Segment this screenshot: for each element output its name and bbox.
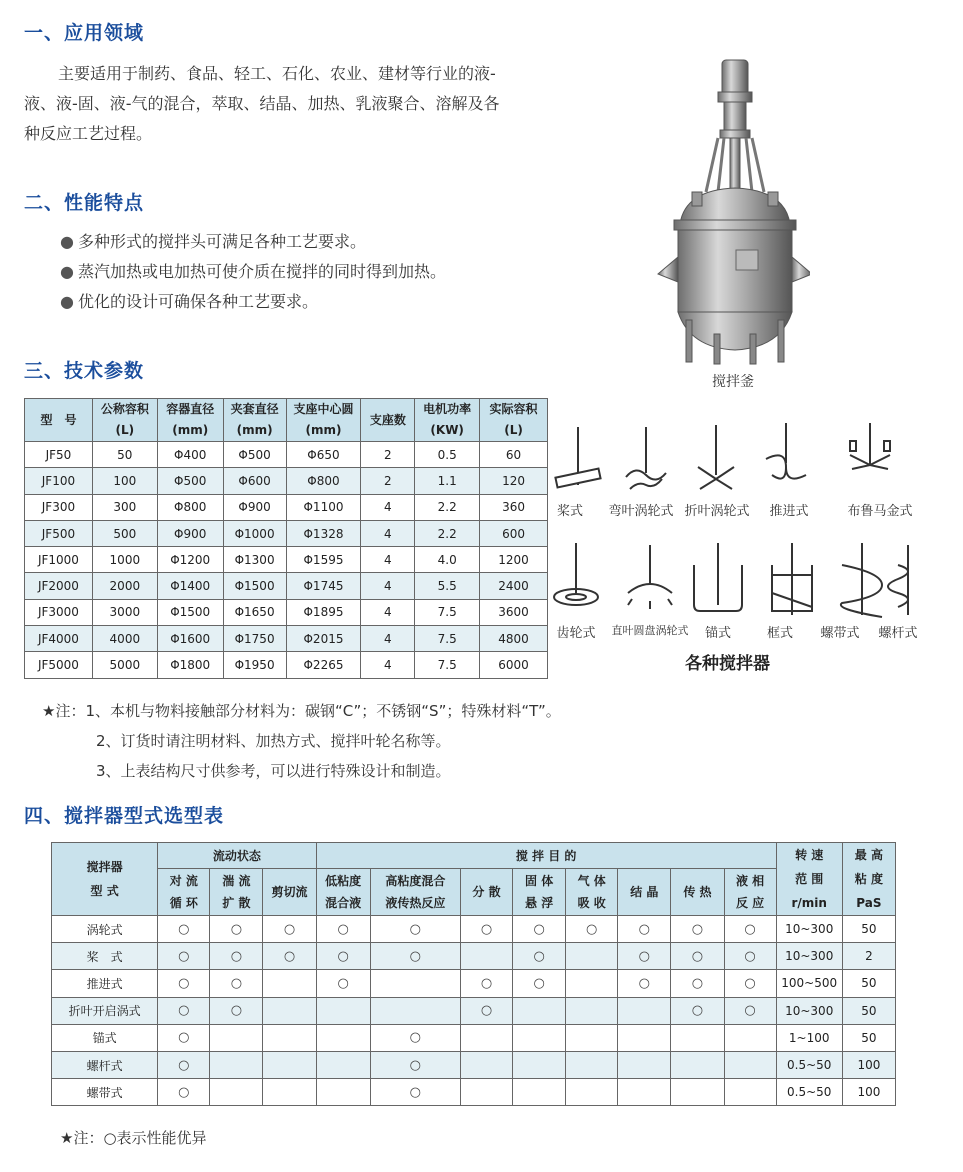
table-cell: 100 [92, 468, 157, 494]
header-cell: 结 晶 [618, 869, 671, 916]
feature-item: ● 蒸汽加热或电加热可使介质在搅拌的同时得到加热。 [60, 262, 446, 281]
brumagin-icon [850, 423, 890, 469]
table-cell: 7.5 [415, 626, 480, 652]
mark-cell [263, 1051, 316, 1078]
reactor-caption: 搅拌釜 [712, 374, 754, 390]
table-cell: Φ600 [223, 468, 286, 494]
agitator-label: 推进式 [769, 504, 809, 519]
table-row [52, 1051, 896, 1078]
mark-cell [671, 1079, 724, 1106]
section-title-features: 二、性能特点 [24, 192, 145, 214]
header-cell: 搅拌器 型 式 [52, 843, 158, 916]
mark-cell [566, 943, 618, 970]
table-cell: 1000 [92, 547, 157, 573]
application-line: 主要适用于制药、食品、轻工、石化、农业、建材等行业的液- [58, 64, 496, 83]
agitator-type-cell: 折叶开启涡式 [52, 997, 158, 1024]
mark-cell [210, 1051, 263, 1078]
mark-cell [263, 1079, 316, 1106]
agitator-label: 锚式 [704, 626, 731, 641]
frame-agitator-icon [772, 543, 812, 615]
table-cell: JF5000 [25, 652, 93, 678]
agitator-label: 框式 [766, 626, 793, 641]
header-cell: 高粘度混合 液传热反应 [370, 869, 460, 916]
mark-cell: ○ [370, 916, 460, 943]
agitator-type-cell: 锚式 [52, 1024, 158, 1051]
viscosity-cell: 50 [842, 1024, 895, 1051]
mark-cell: ○ [263, 916, 316, 943]
header-cell: 实际容积 (L) [480, 399, 548, 442]
header-cell: 固 体 悬 浮 [513, 869, 566, 916]
table-cell: 4 [361, 652, 415, 678]
header-cell: 公称容积 (L) [92, 399, 157, 442]
table-cell: Φ1300 [223, 547, 286, 573]
mark-cell: ○ [513, 943, 566, 970]
application-line: 液、液-固、液-气的混合，萃取、结晶、加热、乳液聚合、溶解及各 [24, 94, 500, 113]
header-cell: 低粘度 混合液 [316, 869, 370, 916]
mark-cell: ○ [158, 970, 210, 997]
mark-cell [566, 1079, 618, 1106]
table-cell: 5000 [92, 652, 157, 678]
speed-cell: 0.5~50 [776, 1079, 842, 1106]
table-cell: 4.0 [415, 547, 480, 573]
table-cell: 4 [361, 520, 415, 546]
mark-cell: ○ [210, 943, 263, 970]
agitator-label: 齿轮式 [556, 626, 596, 641]
header-cell: 支座数 [361, 399, 415, 442]
table-row [52, 1079, 896, 1106]
features-list [60, 227, 580, 317]
anchor-agitator-icon [694, 543, 742, 611]
mark-cell: ○ [513, 916, 566, 943]
table-row [25, 599, 548, 625]
table-cell: 500 [92, 520, 157, 546]
bullet-icon: ● [60, 262, 74, 281]
mark-cell: ○ [370, 943, 460, 970]
table-cell: Φ1745 [286, 573, 361, 599]
mark-cell [618, 997, 671, 1024]
viscosity-cell: 100 [842, 1051, 895, 1078]
mark-cell [460, 1079, 512, 1106]
table-row [52, 997, 896, 1024]
table-cell: Φ500 [157, 468, 223, 494]
header-cell: 型 号 [25, 399, 93, 442]
speed-cell: 0.5~50 [776, 1051, 842, 1078]
table-cell: 3600 [480, 599, 548, 625]
mark-cell: ○ [724, 970, 776, 997]
speed-cell: 10~300 [776, 997, 842, 1024]
spec-note-3: 3、上表结构尺寸供参考，可以进行特殊设计和制造。 [96, 762, 451, 780]
table-cell: 360 [480, 494, 548, 520]
mark-cell [513, 1051, 566, 1078]
table-cell: 1200 [480, 547, 548, 573]
mark-cell [210, 1079, 263, 1106]
header-cell: 传 热 [671, 869, 724, 916]
mark-cell [618, 1079, 671, 1106]
mark-cell: ○ [671, 943, 724, 970]
mark-cell: ○ [671, 916, 724, 943]
mark-cell [460, 943, 512, 970]
agitator-label: 螺带式 [820, 626, 860, 641]
table-cell: Φ1400 [157, 573, 223, 599]
selection-subheader-row [52, 869, 896, 916]
agitator-type-cell: 推进式 [52, 970, 158, 997]
mark-cell: ○ [724, 943, 776, 970]
mark-cell: ○ [210, 970, 263, 997]
application-line: 种反应工艺过程。 [24, 124, 153, 143]
table-cell: 7.5 [415, 652, 480, 678]
table-cell: Φ1895 [286, 599, 361, 625]
agitator-label: 直叶圆盘涡轮式 [611, 624, 689, 637]
header-cell: 液 相 反 应 [724, 869, 776, 916]
mark-cell [370, 970, 460, 997]
mark-cell [316, 1051, 370, 1078]
table-row [25, 626, 548, 652]
mark-cell [566, 1024, 618, 1051]
table-cell: Φ800 [157, 494, 223, 520]
table-cell: JF4000 [25, 626, 93, 652]
mark-cell: ○ [316, 970, 370, 997]
mark-cell: ○ [370, 1024, 460, 1051]
table-cell: JF300 [25, 494, 93, 520]
spec-table [24, 398, 548, 679]
table-cell: 50 [92, 442, 157, 468]
table-cell: 7.5 [415, 599, 480, 625]
agitators-caption: 各种搅拌器 [685, 654, 770, 674]
mark-cell: ○ [263, 943, 316, 970]
mark-cell: ○ [158, 997, 210, 1024]
header-cell: 湍 流 扩 散 [210, 869, 263, 916]
table-cell: Φ1800 [157, 652, 223, 678]
table-cell: 6000 [480, 652, 548, 678]
mark-cell: ○ [210, 916, 263, 943]
header-cell: 气 体 吸 收 [566, 869, 618, 916]
agitator-label: 桨式 [556, 504, 583, 519]
table-row [52, 970, 896, 997]
mark-cell: ○ [460, 997, 512, 1024]
agitator-type-cell: 螺杆式 [52, 1051, 158, 1078]
selection-table [51, 842, 896, 1106]
table-cell: Φ900 [157, 520, 223, 546]
bullet-icon: ● [60, 292, 74, 311]
mark-cell [566, 997, 618, 1024]
mark-cell [513, 1079, 566, 1106]
table-cell: 0.5 [415, 442, 480, 468]
header-cell: 转 速 范 围 r/min [776, 843, 842, 916]
table-cell: 4 [361, 573, 415, 599]
mark-cell [210, 1024, 263, 1051]
mark-cell: ○ [158, 943, 210, 970]
table-cell: Φ900 [223, 494, 286, 520]
agitator-type-cell: 桨 式 [52, 943, 158, 970]
mark-cell [263, 970, 316, 997]
mark-cell [618, 1024, 671, 1051]
reactor-image [650, 52, 810, 372]
agitator-label: 折叶涡轮式 [684, 504, 750, 519]
section-title-application: 一、应用领域 [24, 22, 145, 44]
mark-cell: ○ [460, 916, 512, 943]
table-cell: 4800 [480, 626, 548, 652]
table-cell: 600 [480, 520, 548, 546]
header-cell: 容器直径 (mm) [157, 399, 223, 442]
mark-cell: ○ [370, 1079, 460, 1106]
table-row [25, 573, 548, 599]
header-cell: 电机功率 (KW) [415, 399, 480, 442]
table-cell: 120 [480, 468, 548, 494]
propeller-icon [766, 423, 806, 479]
table-cell: Φ400 [157, 442, 223, 468]
table-row [25, 442, 548, 468]
table-row [52, 1024, 896, 1051]
mark-cell [618, 1051, 671, 1078]
header-cell: 搅 拌 目 的 [316, 843, 776, 869]
mark-cell: ○ [158, 1079, 210, 1106]
table-cell: 4 [361, 599, 415, 625]
section-title-selection: 四、搅拌器型式选型表 [24, 805, 225, 827]
header-cell: 最 高 粘 度 PaS [842, 843, 895, 916]
table-cell: 300 [92, 494, 157, 520]
feature-item: ● 多种形式的搅拌头可满足各种工艺要求。 [60, 232, 366, 251]
mark-cell [724, 1051, 776, 1078]
speed-cell: 10~300 [776, 943, 842, 970]
mark-cell [263, 997, 316, 1024]
speed-cell: 10~300 [776, 916, 842, 943]
disc-turbine-icon [628, 545, 672, 609]
table-cell: Φ800 [286, 468, 361, 494]
feature-item: ● 优化的设计可确保各种工艺要求。 [60, 292, 318, 311]
table-row [25, 547, 548, 573]
table-cell: Φ1328 [286, 520, 361, 546]
table-cell: 1.1 [415, 468, 480, 494]
table-cell: 2.2 [415, 494, 480, 520]
agitator-labels-row2 [550, 622, 930, 652]
selection-note: ★注：○表示性能优异 [60, 1129, 207, 1147]
mark-cell [316, 1079, 370, 1106]
viscosity-cell: 50 [842, 970, 895, 997]
mark-cell: ○ [513, 970, 566, 997]
agitator-type-cell: 涡轮式 [52, 916, 158, 943]
mark-cell: ○ [460, 970, 512, 997]
table-row [52, 943, 896, 970]
table-cell: JF1000 [25, 547, 93, 573]
section-title-specs: 三、技术参数 [24, 360, 145, 382]
table-row [25, 468, 548, 494]
table-cell: Φ1000 [223, 520, 286, 546]
mark-cell [460, 1051, 512, 1078]
curved-turbine-icon [626, 427, 666, 489]
speed-cell: 1~100 [776, 1024, 842, 1051]
mark-cell: ○ [671, 997, 724, 1024]
ribbon-agitator-icon [841, 543, 882, 617]
mark-cell: ○ [566, 916, 618, 943]
table-cell: Φ2265 [286, 652, 361, 678]
table-row [25, 520, 548, 546]
mark-cell [566, 970, 618, 997]
header-cell: 支座中心圆 (mm) [286, 399, 361, 442]
mark-cell [724, 1079, 776, 1106]
mark-cell: ○ [671, 970, 724, 997]
agitator-type-cell: 螺带式 [52, 1079, 158, 1106]
gear-agitator-icon [554, 543, 598, 605]
table-cell: 2 [361, 442, 415, 468]
mark-cell: ○ [158, 916, 210, 943]
table-cell: Φ650 [286, 442, 361, 468]
table-cell: 3000 [92, 599, 157, 625]
header-cell: 对 流 循 环 [158, 869, 210, 916]
mark-cell: ○ [724, 916, 776, 943]
table-cell: 2 [361, 468, 415, 494]
mark-cell [370, 997, 460, 1024]
mark-cell: ○ [618, 970, 671, 997]
table-cell: Φ1500 [157, 599, 223, 625]
table-cell: JF100 [25, 468, 93, 494]
mark-cell: ○ [618, 943, 671, 970]
mark-cell: ○ [724, 997, 776, 1024]
header-cell: 剪切流 [263, 869, 316, 916]
table-cell: 4 [361, 547, 415, 573]
table-row [25, 494, 548, 520]
mark-cell: ○ [370, 1051, 460, 1078]
table-cell: Φ2015 [286, 626, 361, 652]
mark-cell [671, 1024, 724, 1051]
table-cell: 2400 [480, 573, 548, 599]
viscosity-cell: 50 [842, 916, 895, 943]
table-row [52, 916, 896, 943]
table-cell: Φ1500 [223, 573, 286, 599]
header-cell: 夹套直径 (mm) [223, 399, 286, 442]
selection-header-row [52, 843, 896, 869]
table-cell: Φ500 [223, 442, 286, 468]
table-cell: 60 [480, 442, 548, 468]
agitator-labels-row1 [550, 500, 930, 530]
table-cell: 2000 [92, 573, 157, 599]
mark-cell: ○ [618, 916, 671, 943]
mark-cell [671, 1051, 724, 1078]
table-row [25, 652, 548, 678]
application-text [24, 59, 564, 149]
mark-cell: ○ [158, 1024, 210, 1051]
spec-note-1: ★注：1、本机与物料接触部分材料为：碳钢“C”；不锈钢“S”；特殊材料“T”。 [42, 702, 561, 720]
header-cell: 流动状态 [158, 843, 316, 869]
mark-cell [316, 997, 370, 1024]
spec-header-row [25, 399, 548, 442]
table-cell: Φ1100 [286, 494, 361, 520]
table-cell: 4000 [92, 626, 157, 652]
agitator-label: 布鲁马金式 [847, 504, 913, 519]
mark-cell: ○ [158, 1051, 210, 1078]
table-cell: JF3000 [25, 599, 93, 625]
agitator-label: 螺杆式 [878, 626, 918, 641]
viscosity-cell: 100 [842, 1079, 895, 1106]
speed-cell: 100~500 [776, 970, 842, 997]
table-cell: Φ1595 [286, 547, 361, 573]
table-cell: 2.2 [415, 520, 480, 546]
table-cell: 4 [361, 626, 415, 652]
table-cell: Φ1750 [223, 626, 286, 652]
table-cell: JF50 [25, 442, 93, 468]
agitator-label: 弯叶涡轮式 [608, 504, 674, 519]
table-cell: Φ1950 [223, 652, 286, 678]
viscosity-cell: 2 [842, 943, 895, 970]
bullet-icon: ● [60, 232, 74, 251]
screw-agitator-icon [888, 545, 908, 615]
paddle-agitator-icon [555, 427, 600, 487]
mark-cell [513, 997, 566, 1024]
mark-cell [566, 1051, 618, 1078]
table-cell: 4 [361, 494, 415, 520]
table-cell: 5.5 [415, 573, 480, 599]
table-cell: JF2000 [25, 573, 93, 599]
mark-cell: ○ [316, 943, 370, 970]
pitched-turbine-icon [698, 425, 734, 489]
mark-cell: ○ [210, 997, 263, 1024]
mark-cell [724, 1024, 776, 1051]
table-cell: Φ1200 [157, 547, 223, 573]
table-cell: Φ1600 [157, 626, 223, 652]
mark-cell [316, 1024, 370, 1051]
mark-cell [263, 1024, 316, 1051]
mark-cell [460, 1024, 512, 1051]
mark-cell [513, 1024, 566, 1051]
spec-note-2: 2、订货时请注明材料、加热方式、搅拌叶轮名称等。 [96, 732, 451, 750]
table-cell: Φ1650 [223, 599, 286, 625]
viscosity-cell: 50 [842, 997, 895, 1024]
mark-cell: ○ [316, 916, 370, 943]
table-cell: JF500 [25, 520, 93, 546]
header-cell: 分 散 [460, 869, 512, 916]
